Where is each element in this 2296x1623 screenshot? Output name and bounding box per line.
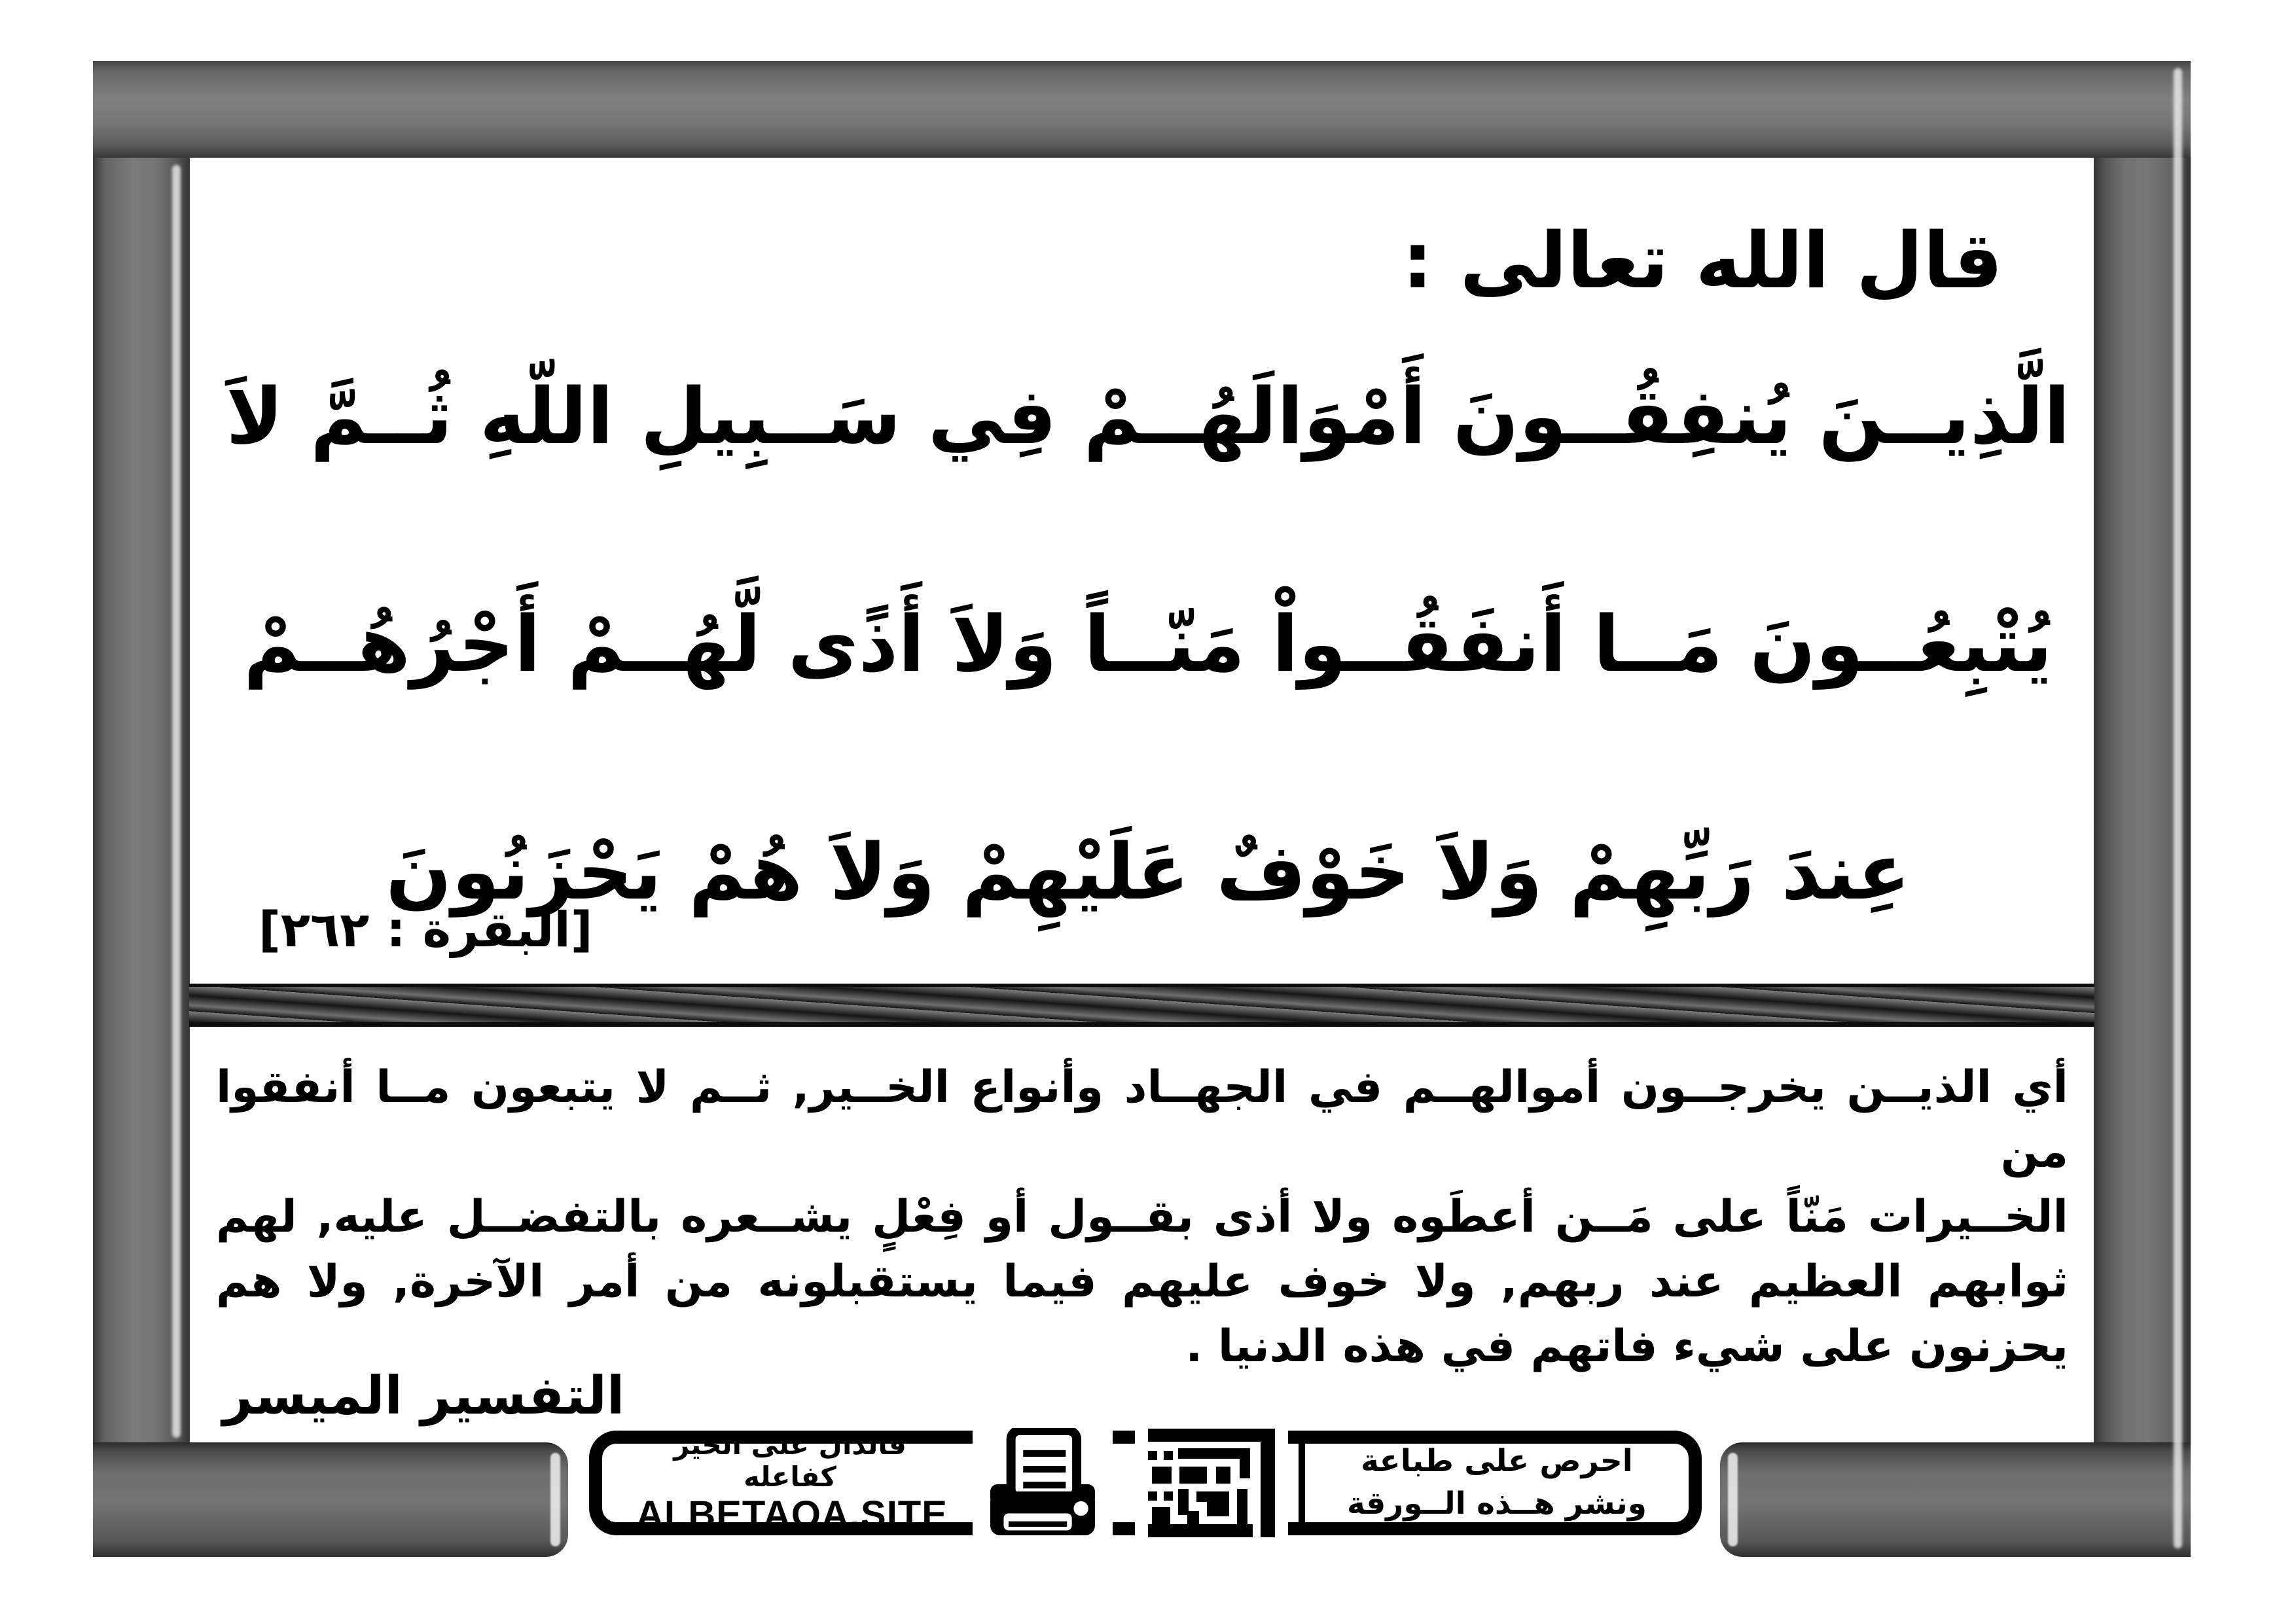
- section-divider-ribbon: [189, 984, 2094, 1027]
- site-url[interactable]: ALBETAQA.SITE: [636, 1493, 948, 1536]
- frame-highlight-right: [2174, 68, 2182, 1548]
- frame-bottom-band-left: [93, 1442, 568, 1557]
- print-message-line-2: ونشر هــذه الــورقة: [1347, 1486, 1647, 1522]
- frame-bottom-band-right: [1720, 1442, 2191, 1557]
- qala-allah-heading: قال الله تعالى :: [1402, 215, 2003, 306]
- tafsir-line-4: يحزنون على شيء فاتهم في هذه الدنيا .: [1185, 1321, 2068, 1372]
- footer-print-message: [1305, 1440, 1689, 1525]
- dawah-kufic-square-logo: [1135, 1427, 1288, 1539]
- quran-verse-block: [209, 302, 2087, 986]
- footer-left-section: [636, 1429, 948, 1537]
- tafsir-block: [216, 1055, 2068, 1379]
- verse-citation: [البقرة : ٢٦٢]: [259, 902, 593, 958]
- verse-line-1: الَّذِيــنَ يُنفِقُــونَ أَمْوَالَهُــمْ فِي سَــبِيلِ اللّهِ ثُــمَّ لاَ: [226, 371, 2070, 461]
- tafsir-line-2: الخــيرات مَنّاً على مَــن أعطَوه ولا أذى بقــول أو فِعْلٍ يشــعره بالتفضــل عليه, لهم: [216, 1191, 2068, 1243]
- footer-bar: [589, 1431, 1702, 1535]
- frame-top-band: [93, 61, 2191, 158]
- tafsir-line-1: أي الذيــن يخرجــون أموالهــم في الجهــاد وأنواع الخــير, ثــم لا يتبعون مــا أنفقوا من: [216, 1061, 2068, 1178]
- footer-divider-line: [1299, 1444, 1305, 1522]
- printer-icon: [973, 1427, 1113, 1539]
- hadith-text: فالدال على الخير كفاعله: [673, 1429, 906, 1493]
- verse-line-3: عِندَ رَبِّهِمْ وَلاَ خَوْفٌ عَلَيْهِمْ وَلاَ هُمْ يَحْزَنُونَ: [386, 827, 1910, 917]
- verse-line-2: يُتْبِعُــونَ مَــا أَنفَقُــواْ مَنّــاً وَلاَ أَذًى لَّهُــمْ أَجْرُهُــمْ: [243, 599, 2053, 689]
- tafsir-source-label: التفسير الميسر: [223, 1365, 625, 1426]
- print-message-line-1: احرص على طباعة: [1361, 1443, 1633, 1480]
- frame-highlight-left: [172, 165, 181, 1438]
- tafsir-line-3: ثوابهم العظيم عند ربهم, ولا خوف عليهم فيما يستقبلونه من أمر الآخرة, ولا هم: [216, 1256, 2068, 1308]
